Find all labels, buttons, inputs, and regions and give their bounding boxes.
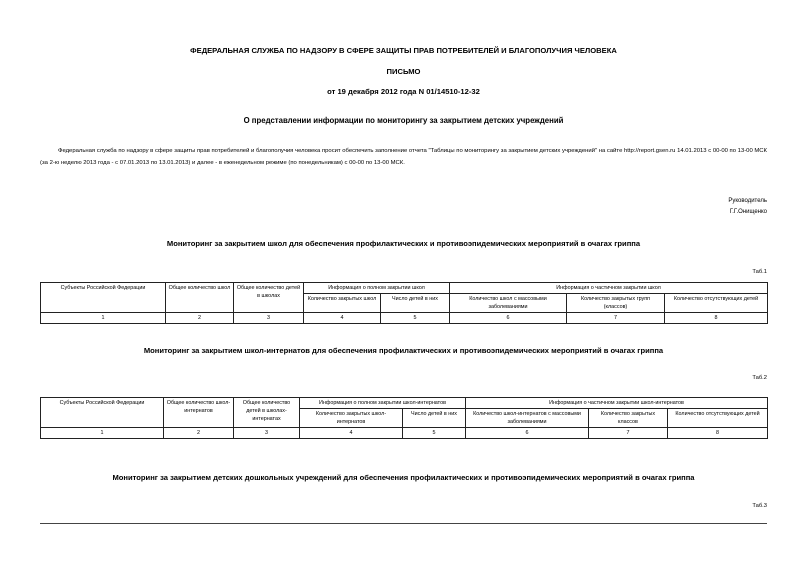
header-total-children: Общее количество детей в школах xyxy=(234,283,304,313)
header-partial-closure: Информация о частичном закрытии школ xyxy=(450,283,768,294)
column-number: 3 xyxy=(234,428,300,439)
table-schools xyxy=(40,282,768,324)
column-number: 2 xyxy=(166,313,234,324)
column-number: 7 xyxy=(589,428,668,439)
header-children-count: Число детей в них xyxy=(403,409,466,428)
document-type: ПИСЬМО xyxy=(386,67,421,76)
column-number: 6 xyxy=(466,428,589,439)
header-absent-children: Количество отсутствующих детей xyxy=(668,409,768,428)
header-full-closure: Информация о полном закрытии школ xyxy=(304,283,450,294)
column-number: 4 xyxy=(304,313,381,324)
column-number: 8 xyxy=(668,428,768,439)
header-children-count: Число детей в них xyxy=(381,294,450,313)
table-top-border xyxy=(40,523,767,524)
header-absent-children: Количество отсутствующих детей xyxy=(665,294,768,313)
column-number: 2 xyxy=(164,428,234,439)
table-row xyxy=(41,428,768,439)
column-number: 3 xyxy=(234,313,304,324)
table-label-2: Таб.2 xyxy=(752,375,767,381)
section-title-boarding-schools: Мониторинг за закрытием школ-интернатов для обеспечения профилактических и противоэпидемических мероприятий в очагах гриппа xyxy=(143,346,664,355)
column-number: 5 xyxy=(381,313,450,324)
header-closed-count: Количество закрытых школ xyxy=(304,294,381,313)
column-number: 4 xyxy=(300,428,403,439)
header-mass-illness: Количество школ-интернатов с массовыми заболеваниями xyxy=(466,409,589,428)
header-closed-groups: Количество закрытых групп (классов) xyxy=(567,294,665,313)
section-title-preschools: Мониторинг за закрытием детских дошкольных учреждений для обеспечения профилактических и противоэпидемических мероприятий в очагах гриппа xyxy=(112,473,695,482)
header-mass-illness: Количество школ с массовыми заболеваниями xyxy=(450,294,567,313)
column-number: 5 xyxy=(403,428,466,439)
column-number: 6 xyxy=(450,313,567,324)
section-title-schools: Мониторинг за закрытием школ для обеспечения профилактических и противоэпидемических мероприятий в очагах гриппа xyxy=(166,239,641,248)
header-subjects: Субъекты Российской Федерации xyxy=(41,398,164,428)
header-total-children: Общее количество детей в школах-интернатах xyxy=(234,398,300,428)
document-date-number: от 19 декабря 2012 года N 01/14510-12-32 xyxy=(327,87,480,96)
signatory-position: Руководитель xyxy=(728,198,767,204)
table-boarding-schools xyxy=(40,397,768,439)
header-partial-closure: Информация о частичном закрытии школ-интернатов xyxy=(466,398,768,409)
table-row xyxy=(41,313,768,324)
header-closed-count: Количество закрытых школ-интернатов xyxy=(300,409,403,428)
letter-body: Федеральная служба по надзору в сфере защиты прав потребителей и благополучия человека просит обеспечить заполнение отчета "Таблицы по мониторингу за закрытием детских учреждений" на сайте http://report.gsen.ru 14.01.2013 с 00-00 по 13-00 МСК (за 2-ю неделю 2013 года - с 07.01.2013 по 13.01.2013) и далее - в еженедельном режиме (по понедельникам) с 00-00 по 13-00 МСК. xyxy=(40,148,767,166)
header-full-closure: Информация о полном закрытии школ-интернатов xyxy=(300,398,466,409)
header-subjects: Субъекты Российской Федерации xyxy=(41,283,166,313)
header-closed-classes: Количество закрытых классов xyxy=(589,409,668,428)
agency-name: ФЕДЕРАЛЬНАЯ СЛУЖБА ПО НАДЗОРУ В СФЕРЕ ЗАЩИТЫ ПРАВ ПОТРЕБИТЕЛЕЙ И БЛАГОПОЛУЧИЯ ЧЕЛОВЕКА xyxy=(190,46,617,55)
column-number: 7 xyxy=(567,313,665,324)
column-number: 1 xyxy=(41,428,164,439)
table-label-1: Таб.1 xyxy=(752,269,767,275)
column-number: 1 xyxy=(41,313,166,324)
column-number: 8 xyxy=(665,313,768,324)
table-label-3: Таб.3 xyxy=(752,503,767,509)
document-subject: О представлении информации по мониторингу за закрытием детских учреждений xyxy=(243,116,564,125)
header-total-schools: Общее количество школ xyxy=(166,283,234,313)
header-total-boarding-schools: Общее количество школ-интернатов xyxy=(164,398,234,428)
signatory-name: Г.Г.Онищенко xyxy=(729,209,767,215)
